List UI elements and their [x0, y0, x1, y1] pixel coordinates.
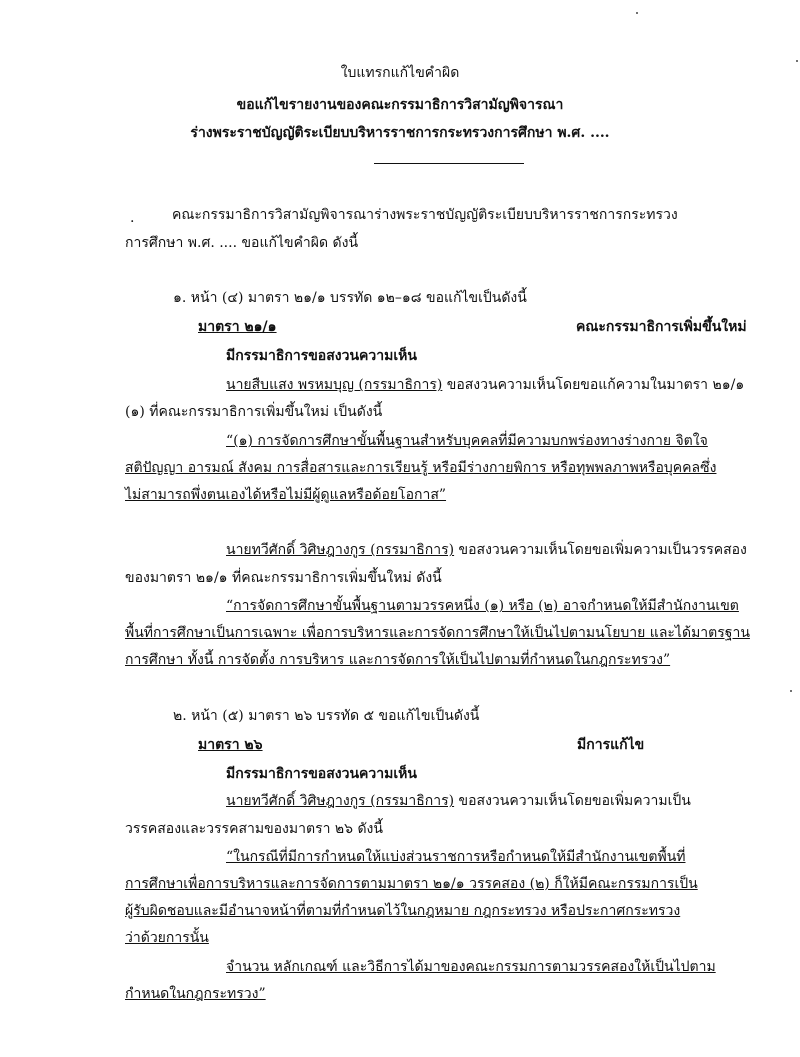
- section2-quote-line-5: จำนวน หลักเกณฑ์ และวิธีการได้มาของคณะกรรมการตามวรรคสองให้เป็นไปตาม: [226, 959, 716, 975]
- section2-member-line-2: วรรคสองและวรรคสามของมาตรา ๒๖ ดังนี้: [125, 821, 383, 837]
- section1-heading: ๑. หน้า (๔) มาตรา ๒๑/๑ บรรทัด ๑๒–๑๘ ขอแก้ไขเป็นดังนี้: [173, 290, 527, 306]
- scan-speck: [796, 60, 798, 62]
- section1-member2-line: [226, 539, 747, 561]
- section2-article-status: มีการแก้ไข: [577, 737, 645, 753]
- intro-bullet: .: [130, 210, 135, 226]
- section2-article: มาตรา ๒๖: [198, 737, 263, 753]
- section1-member1-line-2: (๑) ที่คณะกรรมาธิการเพิ่มขึ้นใหม่ เป็นดังนี้: [125, 404, 383, 420]
- section1-article-status: คณะกรรมาธิการเพิ่มขึ้นใหม่: [576, 319, 747, 335]
- section2-member-line: [226, 790, 691, 812]
- bill-title: ร่างพระราชบัญญัติระเบียบบริหารราชการกระทรวงการศึกษา พ.ศ. ....: [190, 125, 610, 141]
- section2-member-rest: ขอสงวนความเห็นโดยขอเพิ่มความเป็น: [454, 793, 691, 809]
- section1-member1-name: นายสืบแสง พรหมบุญ (กรรมาธิการ): [226, 377, 443, 393]
- section2-quote-line-6: กำหนดในกฎกระทรวง”: [125, 986, 266, 1002]
- section2-heading: ๒. หน้า (๕) มาตรา ๒๖ บรรทัด ๕ ขอแก้ไขเป็นดังนี้: [173, 708, 480, 724]
- intro-line-2: การศึกษา พ.ศ. .... ขอแก้ไขคำผิด ดังนี้: [125, 235, 359, 251]
- section1-quote1-line-1: “(๑) การจัดการศึกษาขั้นพื้นฐานสำหรับบุคคลที่มีความบกพร่องทางร่างกาย จิตใจ: [226, 433, 708, 449]
- section2-quote-line-3: ผู้รับผิดชอบและมีอำนาจหน้าที่ตามที่กำหนดไว้ในกฎหมาย กฎกระทรวง หรือประกาศกระทรวง: [125, 903, 681, 919]
- section2-quote-line-2: การศึกษาเพื่อการบริหารและการจัดการตามมาตรา ๒๑/๑ วรรคสอง (๒) ก็ให้มีคณะกรรมการเป็น: [125, 876, 698, 892]
- section1-quote2-line-3: การศึกษา ทั้งนี้ การจัดตั้ง การบริหาร และการจัดการให้เป็นไปตามที่กำหนดในกฎกระทรวง”: [125, 652, 671, 668]
- section2-quote-line-4: ว่าด้วยการนั้น: [125, 930, 209, 946]
- document-title: ใบแทรกแก้ไขคำผิด: [340, 65, 460, 81]
- section1-member2-name: นายทวีศักดิ์ วิศิษฎางกูร (กรรมาธิการ): [226, 542, 455, 558]
- section1-quote2-line-2: พื้นที่การศึกษาเป็นการเฉพาะ เพื่อการบริหารและการจัดการศึกษาให้เป็นไปตามนโยบาย และได้มาตรฐาน: [125, 625, 750, 641]
- section2-reservation-heading: มีกรรมาธิการขอสงวนความเห็น: [226, 766, 417, 782]
- section2-quote-line-1: “ในกรณีที่มีการกำหนดให้แบ่งส่วนราชการหรือกำหนดให้มีสำนักงานเขตพื้นที่: [226, 849, 686, 865]
- section1-member2-rest: ขอสงวนความเห็นโดยขอเพิ่มความเป็นวรรคสอง: [454, 542, 747, 558]
- section1-article: มาตรา ๒๑/๑: [198, 319, 277, 335]
- section1-quote1-line-3: ไม่สามารถพึ่งตนเองได้หรือไม่มีผู้ดูแลหรือด้อยโอกาส”: [125, 487, 447, 503]
- section1-member1-line: [226, 374, 744, 396]
- intro-line-1: คณะกรรมาธิการวิสามัญพิจารณาร่างพระราชบัญญัติระเบียบบริหารราชการกระทรวง: [172, 207, 678, 223]
- section2-member-name: นายทวีศักดิ์ วิศิษฎางกูร (กรรมาธิการ): [226, 793, 455, 809]
- section1-quote2-line-1: “การจัดการศึกษาขั้นพื้นฐานตามวรรคหนึ่ง (๑) หรือ (๒) อาจกำหนดให้มีสำนักงานเขต: [226, 598, 739, 614]
- document-subtitle: ขอแก้ไขรายงานของคณะกรรมาธิการวิสามัญพิจารณา: [236, 97, 564, 113]
- header-divider: [374, 163, 524, 164]
- section1-quote1-line-2: สติปัญญา อารมณ์ สังคม การสื่อสารและการเรียนรู้ หรือมีร่างกายพิการ หรือทุพพลภาพหรือบุคคลซึ่ง: [125, 460, 717, 476]
- scan-speck: [790, 690, 792, 692]
- section1-member1-rest: ขอสงวนความเห็นโดยขอแก้ความในมาตรา ๒๑/๑: [442, 377, 745, 393]
- section1-reservation-heading: มีกรรมาธิการขอสงวนความเห็น: [226, 348, 417, 364]
- scan-speck: [636, 12, 638, 14]
- section1-member2-line-2: ของมาตรา ๒๑/๑ ที่คณะกรรมาธิการเพิ่มขึ้นใหม่ ดังนี้: [125, 570, 442, 586]
